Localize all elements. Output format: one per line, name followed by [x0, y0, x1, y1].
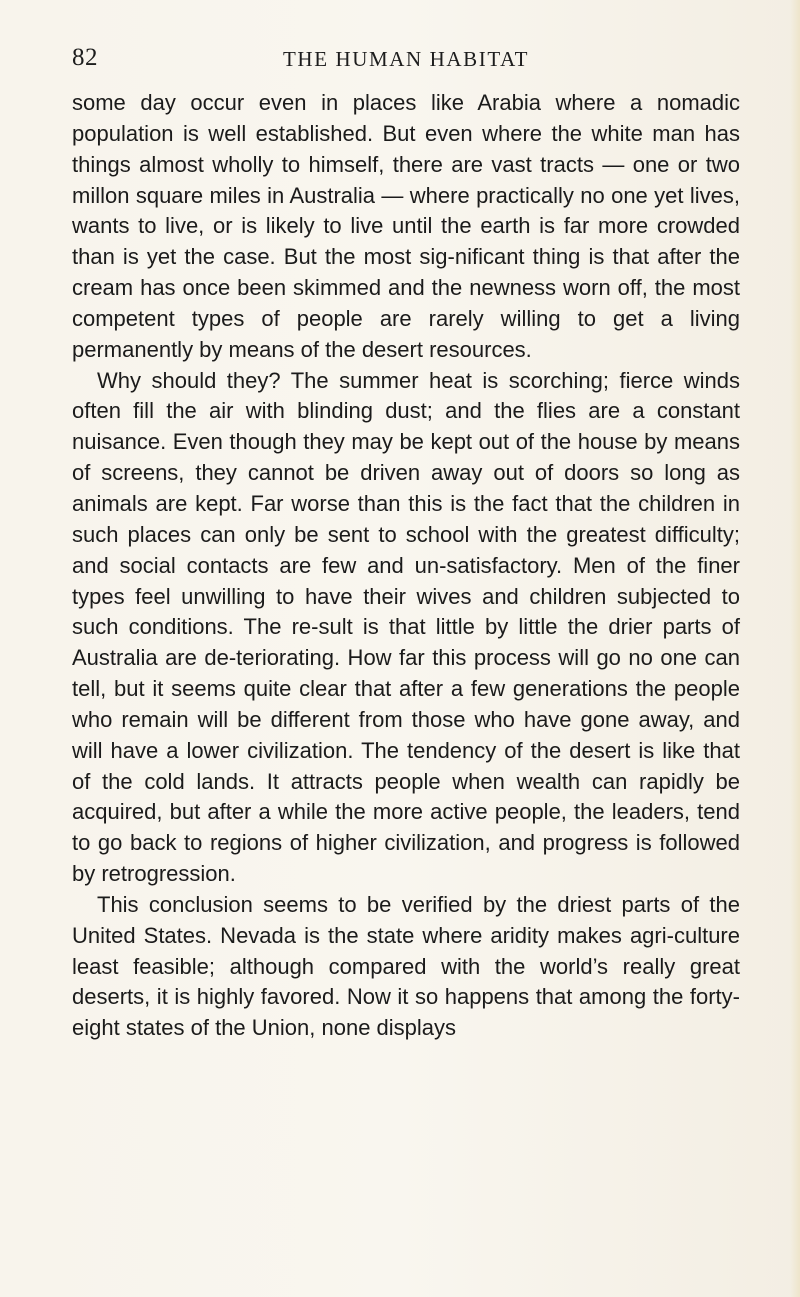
paragraph-why-should-they: Why should they? The summer heat is scorching; fierce winds often fill the air with blinding dust; and the flies are a constant nuisance. Even though they may be kept out of the house by means of screens, they cannot be driven away out of doors so long as animals are kept. Far worse than this is the fact that the children in such places can only be sent to school with the greatest difficulty; and social contacts are few and un-satisfactory. Men of the finer types feel unwilling to have their wives and children subjected to such conditions. The re-sult is that little by little the drier parts of Australia are de-teriorating. How far this process will go no one can tell, but it seems quite clear that after a few generations the people who remain will be different from those who have gone away, and will have a lower civilization. The tendency of the desert is like that of the cold lands. It attracts people when wealth can rapidly be acquired, but after a while the more active people, the leaders, tend to go back to regions of higher civilization, and progress is followed by retrogression.	[72, 367, 740, 887]
page-number: 82	[72, 44, 98, 71]
paragraph-continued: some day occur even in places like Arabia where a nomadic population is well established. But even where the white man has things almost wholly to himself, there are vast tracts — one or two millon square miles in Australia — where practically no one yet lives, wants to live, or is likely to live until the earth is far more crowded than is yet the case. But the most sig-nificant thing is that after the cream has once been skimmed and the newness worn off, the most competent types of people are rarely willing to get a living permanently by means of the desert resources.	[72, 90, 740, 362]
running-head: THE HUMAN HABITAT	[283, 47, 529, 71]
page-header	[72, 44, 740, 80]
paragraph-this-conclusion: This conclusion seems to be verified by the driest parts of the United States. Nevada is the state where aridity makes agri-culture least feasible; although compared with the world’s really great deserts, it is highly favored. Now it so happens that among the forty-eight states of the Union, none displays	[72, 891, 740, 1041]
page-edge-shadow	[790, 0, 800, 1297]
body-text	[72, 88, 740, 1044]
